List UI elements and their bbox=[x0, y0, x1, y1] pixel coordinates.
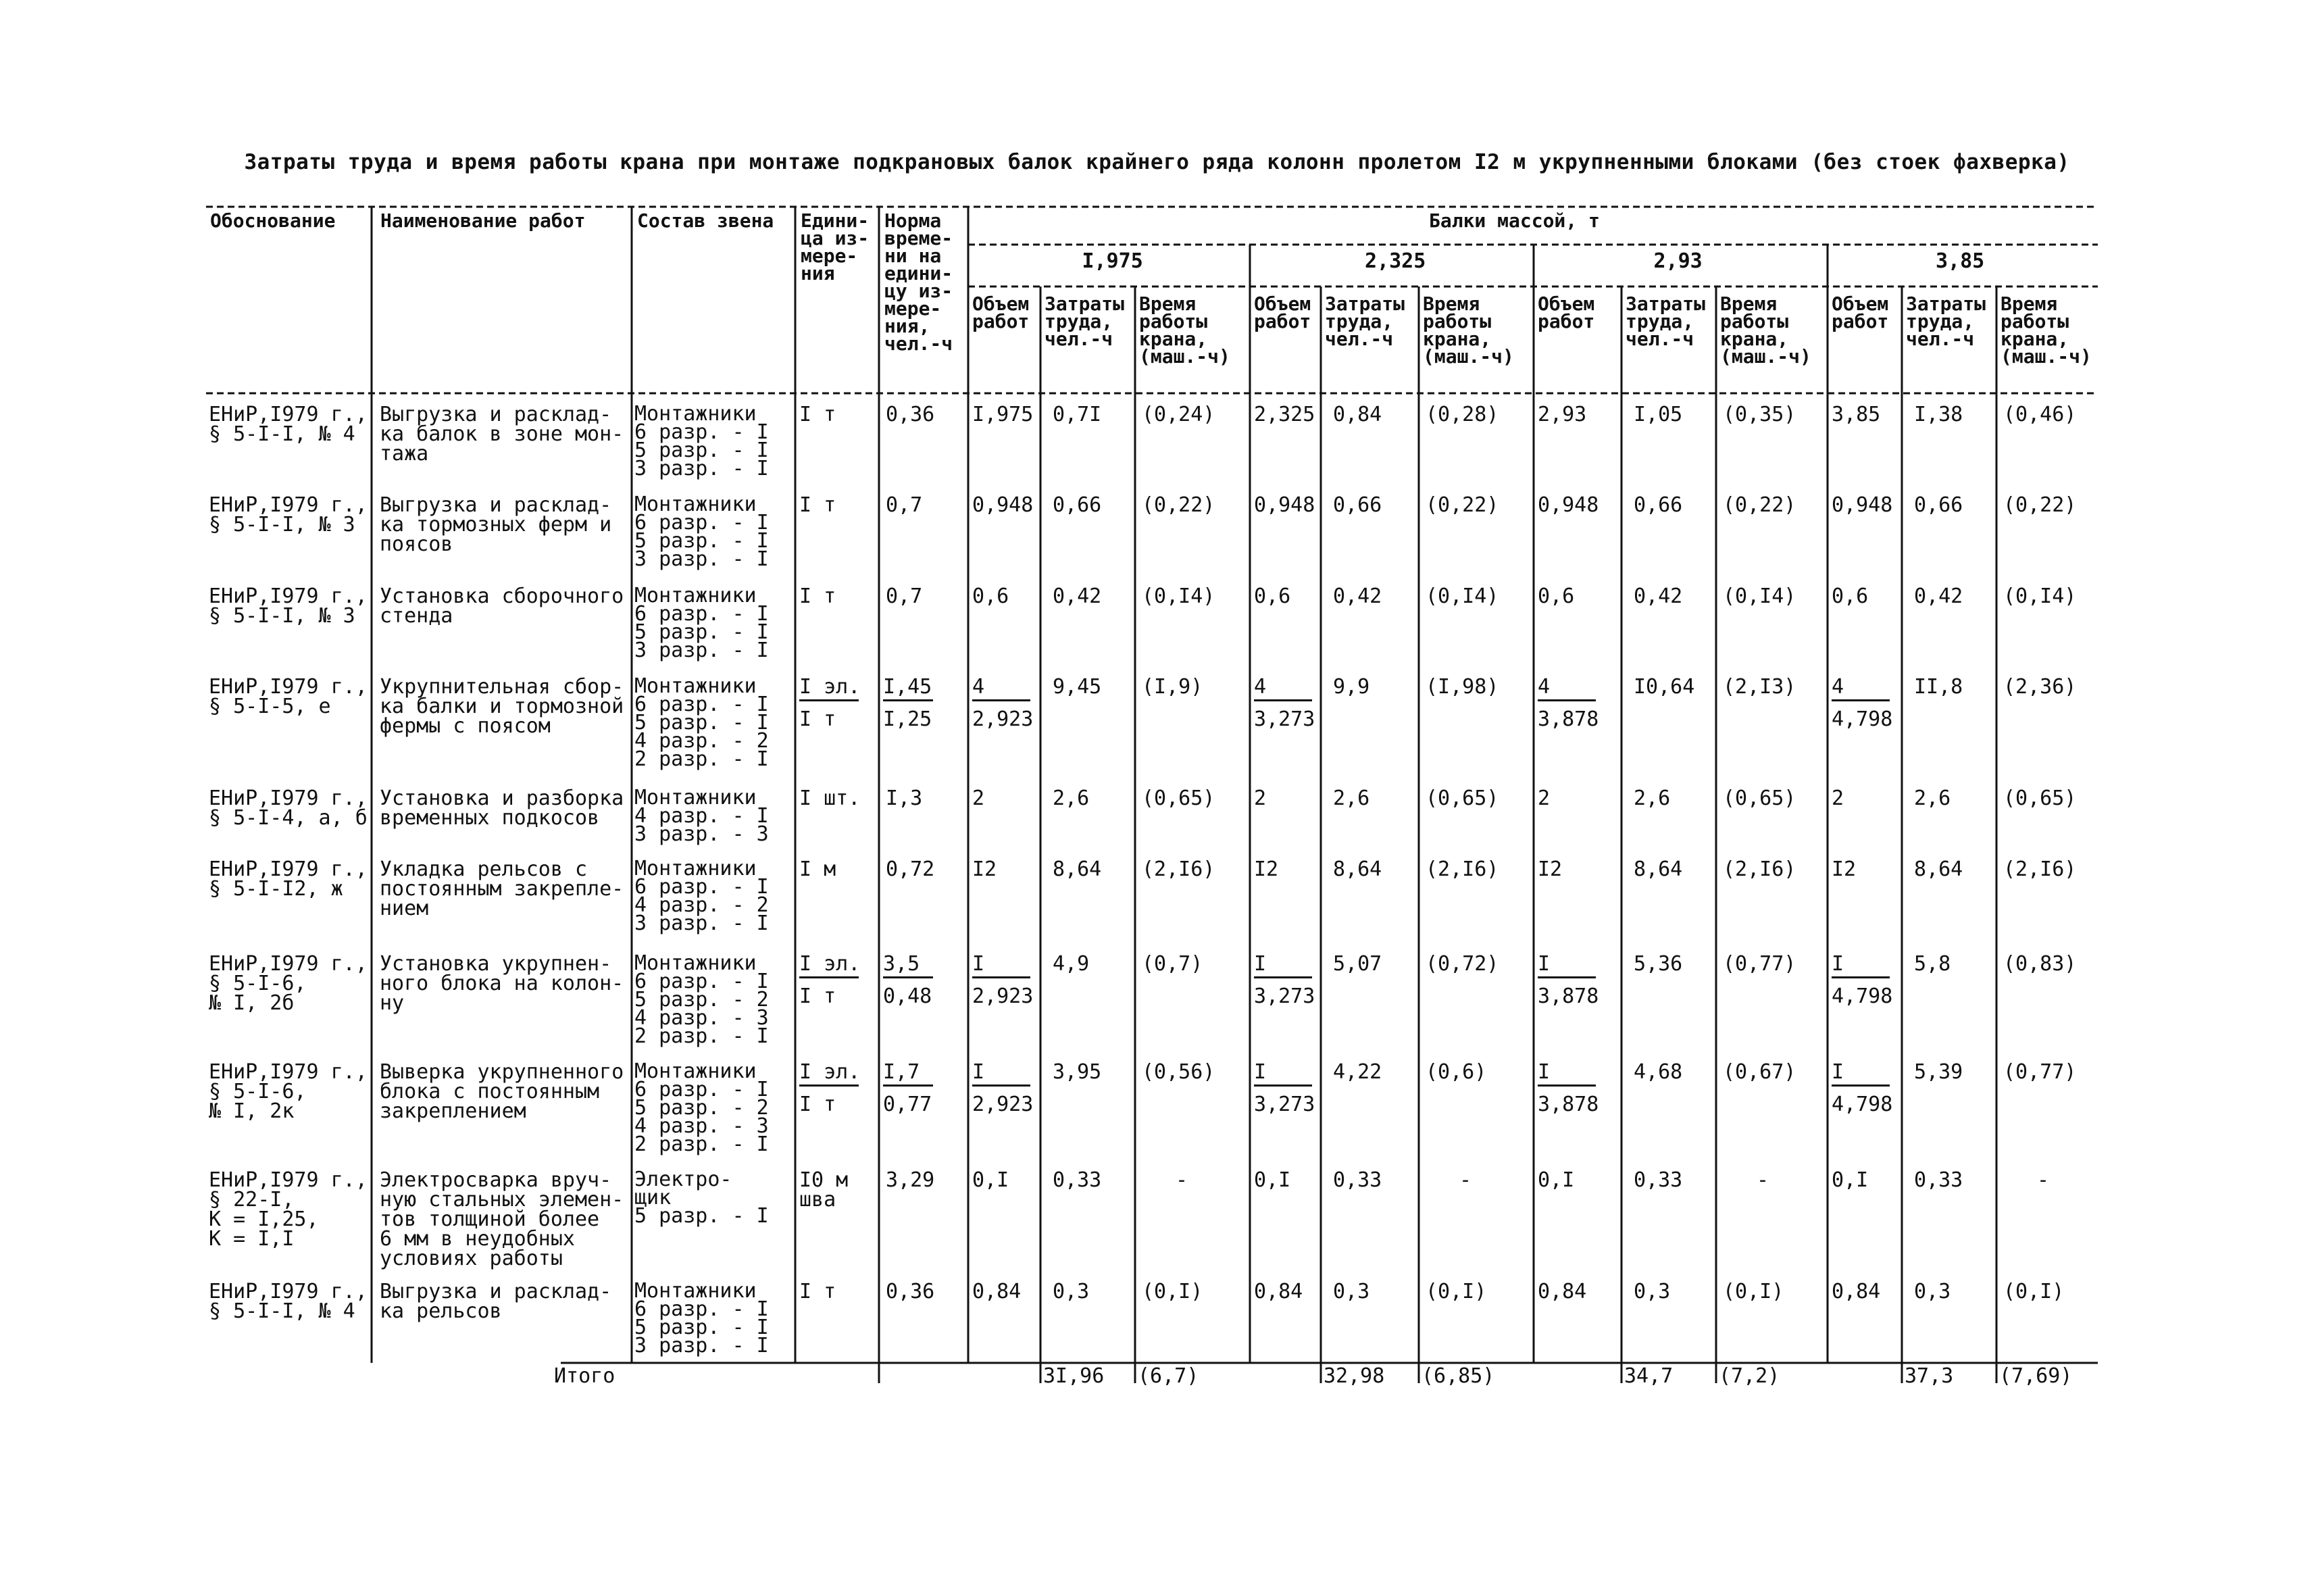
row-unit-fraction-numerator: I эл. bbox=[799, 677, 859, 701]
row-work-name: Выгрузка и расклад- ка рельсов bbox=[380, 1280, 612, 1323]
cell-volume-fraction bbox=[1832, 1062, 1892, 1114]
cell-volume: 0,948 bbox=[1832, 493, 1893, 517]
cell-labor: 2,6 bbox=[1914, 787, 1951, 810]
total-crane: (7,69) bbox=[1999, 1364, 2073, 1388]
cell-crane: (2,36) bbox=[2003, 675, 2077, 699]
cell-labor: 5,36 bbox=[1634, 952, 1683, 976]
row-work-name: Выверка укрупненного блока с постоянным закреплением bbox=[380, 1060, 624, 1123]
header-beams-mass: Балки массой, т bbox=[1429, 209, 1600, 232]
cell-volume: 0,84 bbox=[1254, 1280, 1303, 1303]
cell-labor: 0,66 bbox=[1053, 493, 1102, 517]
cell-volume: I2 bbox=[1538, 857, 1563, 881]
cell-volume-fraction-numerator: 4 bbox=[1832, 677, 1890, 701]
cell-volume: 0,I bbox=[972, 1168, 1009, 1192]
cell-volume-fraction-numerator: I bbox=[972, 954, 1030, 978]
cell-volume: 0,6 bbox=[1538, 584, 1575, 608]
cell-volume-fraction bbox=[1254, 954, 1315, 1006]
cell-crane: (0,I) bbox=[1426, 1280, 1487, 1303]
cell-volume: 2,93 bbox=[1538, 403, 1587, 426]
cell-labor: I0,64 bbox=[1634, 675, 1695, 699]
cell-labor: 5,39 bbox=[1914, 1060, 1963, 1084]
cell-crane: (0,77) bbox=[2003, 1060, 2077, 1084]
row-crew: Монтажники 6 разр. - I 5 разр. - I 3 разр. - I bbox=[634, 1279, 769, 1357]
cell-volume-fraction-denominator: 4,798 bbox=[1832, 707, 1893, 731]
cell-volume: 0,6 bbox=[1832, 584, 1869, 608]
cell-volume: 0,I bbox=[1254, 1168, 1291, 1192]
cell-crane: (0,I4) bbox=[2003, 584, 2077, 608]
cell-volume: I2 bbox=[1832, 857, 1857, 881]
row-work-name: Выгрузка и расклад- ка балок в зоне мон- тажа bbox=[380, 403, 624, 466]
cell-labor: 0,42 bbox=[1333, 584, 1382, 608]
cell-labor: 3,95 bbox=[1053, 1060, 1102, 1084]
cell-labor: 0,3 bbox=[1914, 1280, 1951, 1303]
cell-crane: (0,24) bbox=[1142, 403, 1215, 426]
cell-volume: 0,948 bbox=[1254, 493, 1315, 517]
row-norm-fraction bbox=[883, 1062, 933, 1114]
cell-volume-fraction-numerator: I bbox=[972, 1062, 1030, 1087]
header-mass-3: 3,85 bbox=[1936, 249, 1985, 273]
cell-labor: I,05 bbox=[1634, 403, 1683, 426]
header-volume-2: Объем работ bbox=[1538, 293, 1595, 332]
cell-volume-fraction-denominator: 2,923 bbox=[972, 1093, 1034, 1116]
cell-volume-fraction-numerator: 4 bbox=[972, 677, 1030, 701]
row-crew: Монтажники 4 разр. - I 3 разр. - 3 bbox=[634, 786, 769, 846]
cell-volume-fraction-numerator: I bbox=[1832, 1062, 1890, 1087]
cell-volume-fraction-denominator: 3,273 bbox=[1254, 984, 1315, 1008]
cell-labor: 0,33 bbox=[1634, 1168, 1683, 1192]
cell-volume: 0,948 bbox=[972, 493, 1034, 517]
cell-crane: - bbox=[2037, 1168, 2050, 1192]
cell-volume-fraction bbox=[1254, 1062, 1315, 1114]
row-basis: ЕНиР,I979 г., § 5-I-6, № I, 2к bbox=[209, 1060, 368, 1123]
total-labor: 34,7 bbox=[1624, 1364, 1674, 1388]
cell-volume-fraction-denominator: 3,878 bbox=[1538, 1093, 1599, 1116]
cell-labor: 4,9 bbox=[1053, 952, 1090, 976]
cell-volume-fraction bbox=[1832, 677, 1892, 729]
cell-labor: 0,66 bbox=[1914, 493, 1963, 517]
cell-crane: (0,83) bbox=[2003, 952, 2077, 976]
row-basis: ЕНиР,I979 г., § 5-I-I, № 4 bbox=[209, 403, 368, 446]
row-unit-fraction-denominator: I т bbox=[799, 707, 836, 731]
row-unit-fraction-denominator: I т bbox=[799, 984, 836, 1008]
row-norm: 0,36 bbox=[886, 1280, 935, 1303]
cell-labor: 8,64 bbox=[1634, 857, 1683, 881]
row-basis: ЕНиР,I979 г., § 5-I-5, е bbox=[209, 675, 368, 718]
row-work-name: Укладка рельсов с постоянным закрепле- нием bbox=[380, 857, 624, 920]
cell-volume-fraction-denominator: 2,923 bbox=[972, 984, 1034, 1008]
cell-volume-fraction-denominator: 2,923 bbox=[972, 707, 1034, 731]
cell-labor: I,38 bbox=[1914, 403, 1963, 426]
header-norm: Норма време- ни на едини- цу из- мере- ния, чел.-ч bbox=[884, 209, 953, 355]
cell-labor: 4,22 bbox=[1333, 1060, 1382, 1084]
cell-labor: 0,33 bbox=[1914, 1168, 1963, 1192]
header-mass-1: 2,325 bbox=[1365, 249, 1426, 273]
cell-labor: 2,6 bbox=[1053, 787, 1090, 810]
cell-volume-fraction bbox=[1538, 677, 1599, 729]
row-crew: Монтажники 6 разр. - I 5 разр. - I 3 разр. - I bbox=[634, 493, 769, 571]
cell-crane: (0,22) bbox=[1723, 493, 1796, 517]
row-norm-fraction-denominator: 0,77 bbox=[883, 1093, 932, 1116]
total-labor: 37,3 bbox=[1905, 1364, 1954, 1388]
cell-volume: 0,I bbox=[1832, 1168, 1869, 1192]
cell-crane: (0,22) bbox=[1426, 493, 1499, 517]
row-work-name: Электросварка вруч- ную стальных элемен- тов толщиной более 6 мм в неудобных условиях работы bbox=[380, 1168, 624, 1270]
header-labor-3: Затраты труда, чел.-ч bbox=[1906, 293, 1986, 350]
row-crew: Монтажники 6 разр. - I 5 разр. - I 3 разр. - I bbox=[634, 584, 769, 662]
cell-crane: (0,67) bbox=[1723, 1060, 1796, 1084]
cell-volume-fraction-numerator: I bbox=[1254, 1062, 1312, 1087]
cell-volume-fraction bbox=[972, 954, 1033, 1006]
cell-labor: 0,66 bbox=[1333, 493, 1382, 517]
cell-crane: (0,7) bbox=[1142, 952, 1203, 976]
cell-crane: (0,I4) bbox=[1142, 584, 1215, 608]
cell-crane: (2,I3) bbox=[1723, 675, 1796, 699]
row-norm-fraction-numerator: I,7 bbox=[883, 1062, 933, 1087]
cell-volume-fraction bbox=[972, 677, 1033, 729]
cell-labor: 4,68 bbox=[1634, 1060, 1683, 1084]
total-labor: 3I,96 bbox=[1043, 1364, 1105, 1388]
row-unit-fraction bbox=[799, 954, 859, 1006]
row-unit: I т bbox=[799, 1280, 836, 1303]
total-crane: (6,7) bbox=[1138, 1364, 1199, 1388]
cell-labor: 8,64 bbox=[1914, 857, 1963, 881]
cell-labor: 5,8 bbox=[1914, 952, 1951, 976]
cell-labor: 0,42 bbox=[1053, 584, 1102, 608]
header-mass-0: I,975 bbox=[1082, 249, 1143, 273]
cell-volume: 0,6 bbox=[972, 584, 1009, 608]
cell-volume: I,975 bbox=[972, 403, 1034, 426]
row-unit: I0 м шва bbox=[799, 1168, 849, 1212]
cell-volume: 2 bbox=[1832, 787, 1844, 810]
cell-volume: 0,6 bbox=[1254, 584, 1291, 608]
header-labor-0: Затраты труда, чел.-ч bbox=[1045, 293, 1125, 350]
header-labor-2: Затраты труда, чел.-ч bbox=[1626, 293, 1706, 350]
row-norm-fraction-numerator: 3,5 bbox=[883, 954, 933, 978]
cell-crane: (2,I6) bbox=[1426, 857, 1499, 881]
cell-labor: 5,07 bbox=[1333, 952, 1382, 976]
cell-crane: (0,I4) bbox=[1426, 584, 1499, 608]
total-crane: (6,85) bbox=[1422, 1364, 1495, 1388]
cell-volume-fraction-denominator: 3,273 bbox=[1254, 707, 1315, 731]
row-crew: Монтажники 6 разр. - I 5 разр. - 2 4 разр. - 3 2 разр. - I bbox=[634, 951, 769, 1048]
cell-crane: (0,46) bbox=[2003, 403, 2077, 426]
cell-labor: 0,84 bbox=[1333, 403, 1382, 426]
header-volume-1: Объем работ bbox=[1254, 293, 1311, 332]
header-mass-2: 2,93 bbox=[1653, 249, 1703, 273]
row-basis: ЕНиР,I979 г., § 5-I-I2, ж bbox=[209, 857, 368, 901]
cell-labor: 0,33 bbox=[1333, 1168, 1382, 1192]
row-work-name: Установка укрупнен- ного блока на колон- ну bbox=[380, 952, 624, 1015]
header-work-name: Наименование работ bbox=[380, 209, 586, 232]
row-unit-fraction-numerator: I эл. bbox=[799, 1062, 859, 1087]
total-crane: (7,2) bbox=[1719, 1364, 1780, 1388]
row-unit: I м bbox=[799, 857, 836, 881]
cell-crane: (0,22) bbox=[1142, 493, 1215, 517]
row-unit: I шт. bbox=[799, 787, 861, 810]
row-unit-fraction-denominator: I т bbox=[799, 1093, 836, 1116]
row-work-name: Укрупнительная сбор- ка балки и тормозной фермы с поясом bbox=[380, 675, 624, 738]
row-work-name: Выгрузка и расклад- ка тормозных ферм и поясов bbox=[380, 493, 612, 556]
cell-crane: (0,77) bbox=[1723, 952, 1796, 976]
cell-crane: - bbox=[1757, 1168, 1769, 1192]
cell-volume: 0,84 bbox=[1832, 1280, 1881, 1303]
cell-crane: (0,72) bbox=[1426, 952, 1499, 976]
cell-labor: 0,3 bbox=[1634, 1280, 1671, 1303]
cell-labor: 9,45 bbox=[1053, 675, 1102, 699]
cell-labor: 0,33 bbox=[1053, 1168, 1102, 1192]
cell-volume-fraction-numerator: 4 bbox=[1254, 677, 1312, 701]
cell-crane: (0,I) bbox=[1723, 1280, 1784, 1303]
cell-labor: II,8 bbox=[1914, 675, 1963, 699]
cell-crane: (0,6) bbox=[1426, 1060, 1487, 1084]
cell-volume: I2 bbox=[1254, 857, 1279, 881]
header-crew: Состав звена bbox=[637, 209, 774, 232]
cell-volume-fraction bbox=[1538, 1062, 1599, 1114]
cell-volume-fraction-denominator: 4,798 bbox=[1832, 1093, 1893, 1116]
cell-volume: 2 bbox=[1254, 787, 1267, 810]
cell-labor: 2,6 bbox=[1333, 787, 1370, 810]
cell-crane: (0,22) bbox=[2003, 493, 2077, 517]
header-unit: Едини- ца из- мере- ния bbox=[801, 209, 870, 284]
row-crew: Монтажники 6 разр. - I 5 разр. - I 4 разр. - 2 2 разр. - I bbox=[634, 674, 769, 771]
header-volume-3: Объем работ bbox=[1832, 293, 1889, 332]
row-basis: ЕНиР,I979 г., § 5-I-I, № 4 bbox=[209, 1280, 368, 1323]
row-work-name: Установка и разборка временных подкосов bbox=[380, 787, 624, 830]
row-crew: Монтажники 6 разр. - I 4 разр. - 2 3 разр. - I bbox=[634, 857, 769, 935]
cell-volume-fraction-numerator: I bbox=[1538, 954, 1596, 978]
cell-volume-fraction-numerator: I bbox=[1832, 954, 1890, 978]
row-work-name: Установка сборочного стенда bbox=[380, 584, 624, 628]
cell-volume-fraction-denominator: 3,273 bbox=[1254, 1093, 1315, 1116]
cell-crane: (0,28) bbox=[1426, 403, 1499, 426]
cell-volume: 2 bbox=[972, 787, 985, 810]
cell-volume: 3,85 bbox=[1832, 403, 1881, 426]
cell-crane: (0,65) bbox=[1426, 787, 1499, 810]
header-basis: Обоснование bbox=[210, 209, 336, 232]
row-norm: 3,29 bbox=[886, 1168, 935, 1192]
row-unit-fraction bbox=[799, 677, 859, 729]
header-crane-1: Время работы крана, (маш.-ч) bbox=[1423, 293, 1514, 368]
cell-volume: 2,325 bbox=[1254, 403, 1315, 426]
row-basis: ЕНиР,I979 г., § 5-I-I, № 3 bbox=[209, 493, 368, 537]
table-title: Затраты труда и время работы крана при монтаже подкрановых балок крайнего ряда колонн пролетом I2 м укрупненными блоками (без стоек фахверка) bbox=[244, 150, 2070, 174]
cell-crane: (0,65) bbox=[1723, 787, 1796, 810]
cell-volume: 0,84 bbox=[1538, 1280, 1587, 1303]
cell-labor: 0,3 bbox=[1053, 1280, 1090, 1303]
row-norm-fraction bbox=[883, 677, 933, 729]
cell-labor: 2,6 bbox=[1634, 787, 1671, 810]
row-unit-fraction-numerator: I эл. bbox=[799, 954, 859, 978]
cell-volume-fraction-numerator: I bbox=[1254, 954, 1312, 978]
row-norm: 0,7 bbox=[886, 493, 923, 517]
cell-labor: 0,66 bbox=[1634, 493, 1683, 517]
cell-volume: 2 bbox=[1538, 787, 1551, 810]
cell-crane: (0,35) bbox=[1723, 403, 1796, 426]
cell-labor: 0,7I bbox=[1053, 403, 1102, 426]
cell-volume: I2 bbox=[972, 857, 997, 881]
header-volume-0: Объем работ bbox=[972, 293, 1030, 332]
cell-crane: (0,I4) bbox=[1723, 584, 1796, 608]
cell-volume-fraction-denominator: 3,878 bbox=[1538, 707, 1599, 731]
cell-crane: (0,65) bbox=[1142, 787, 1215, 810]
row-basis: ЕНиР,I979 г., § 5-I-I, № 3 bbox=[209, 584, 368, 628]
row-basis: ЕНиР,I979 г., § 5-I-4, а, б bbox=[209, 787, 368, 830]
header-labor-1: Затраты труда, чел.-ч bbox=[1325, 293, 1405, 350]
row-crew: Монтажники 6 разр. - I 5 разр. - I 3 разр. - I bbox=[634, 402, 769, 480]
labor-cost-table bbox=[206, 204, 2098, 1388]
cell-volume: 0,I bbox=[1538, 1168, 1575, 1192]
cell-labor: 0,3 bbox=[1333, 1280, 1370, 1303]
cell-labor: 9,9 bbox=[1333, 675, 1370, 699]
cell-crane: (0,I) bbox=[2003, 1280, 2065, 1303]
total-label: Итого bbox=[554, 1364, 615, 1388]
cell-crane: - bbox=[1176, 1168, 1188, 1192]
cell-crane: (0,I) bbox=[1142, 1280, 1203, 1303]
row-norm: 0,36 bbox=[886, 403, 935, 426]
cell-crane: - bbox=[1459, 1168, 1472, 1192]
cell-volume-fraction bbox=[972, 1062, 1033, 1114]
cell-crane: (2,I6) bbox=[1723, 857, 1796, 881]
cell-volume-fraction bbox=[1538, 954, 1599, 1006]
cell-volume: 0,948 bbox=[1538, 493, 1599, 517]
row-crew: Электро- щик 5 разр. - I bbox=[634, 1168, 769, 1228]
cell-volume-fraction bbox=[1832, 954, 1892, 1006]
cell-volume-fraction-numerator: I bbox=[1538, 1062, 1596, 1087]
header-crane-3: Время работы крана, (маш.-ч) bbox=[2001, 293, 2092, 368]
cell-labor: 8,64 bbox=[1053, 857, 1102, 881]
cell-crane: (2,I6) bbox=[2003, 857, 2077, 881]
row-norm-fraction-numerator: I,45 bbox=[883, 677, 933, 701]
cell-volume-fraction-numerator: 4 bbox=[1538, 677, 1596, 701]
row-norm-fraction-denominator: I,25 bbox=[883, 707, 932, 731]
cell-volume-fraction bbox=[1254, 677, 1315, 729]
total-labor: 32,98 bbox=[1324, 1364, 1385, 1388]
row-unit: I т bbox=[799, 493, 836, 517]
header-crane-2: Время работы крана, (маш.-ч) bbox=[1720, 293, 1811, 368]
row-norm: 0,7 bbox=[886, 584, 923, 608]
row-basis: ЕНиР,I979 г., § 5-I-6, № I, 2б bbox=[209, 952, 368, 1015]
row-unit: I т bbox=[799, 403, 836, 426]
cell-volume-fraction-denominator: 4,798 bbox=[1832, 984, 1893, 1008]
cell-crane: (I,98) bbox=[1426, 675, 1499, 699]
row-norm: 0,72 bbox=[886, 857, 935, 881]
row-norm-fraction-denominator: 0,48 bbox=[883, 984, 932, 1008]
cell-volume: 0,84 bbox=[972, 1280, 1022, 1303]
cell-crane: (I,9) bbox=[1142, 675, 1203, 699]
cell-labor: 0,42 bbox=[1634, 584, 1683, 608]
header-crane-0: Время работы крана, (маш.-ч) bbox=[1139, 293, 1230, 368]
cell-labor: 8,64 bbox=[1333, 857, 1382, 881]
row-norm: I,3 bbox=[886, 787, 923, 810]
cell-crane: (0,65) bbox=[2003, 787, 2077, 810]
row-unit: I т bbox=[799, 584, 836, 608]
cell-crane: (2,I6) bbox=[1142, 857, 1215, 881]
cell-volume-fraction-denominator: 3,878 bbox=[1538, 984, 1599, 1008]
row-unit-fraction bbox=[799, 1062, 859, 1114]
row-norm-fraction bbox=[883, 954, 933, 1006]
row-crew: Монтажники 6 разр. - I 5 разр. - 2 4 разр. - 3 2 разр. - I bbox=[634, 1059, 769, 1156]
row-basis: ЕНиР,I979 г., § 22-I, К = I,25, К = I,I bbox=[209, 1168, 368, 1251]
cell-crane: (0,56) bbox=[1142, 1060, 1215, 1084]
cell-labor: 0,42 bbox=[1914, 584, 1963, 608]
